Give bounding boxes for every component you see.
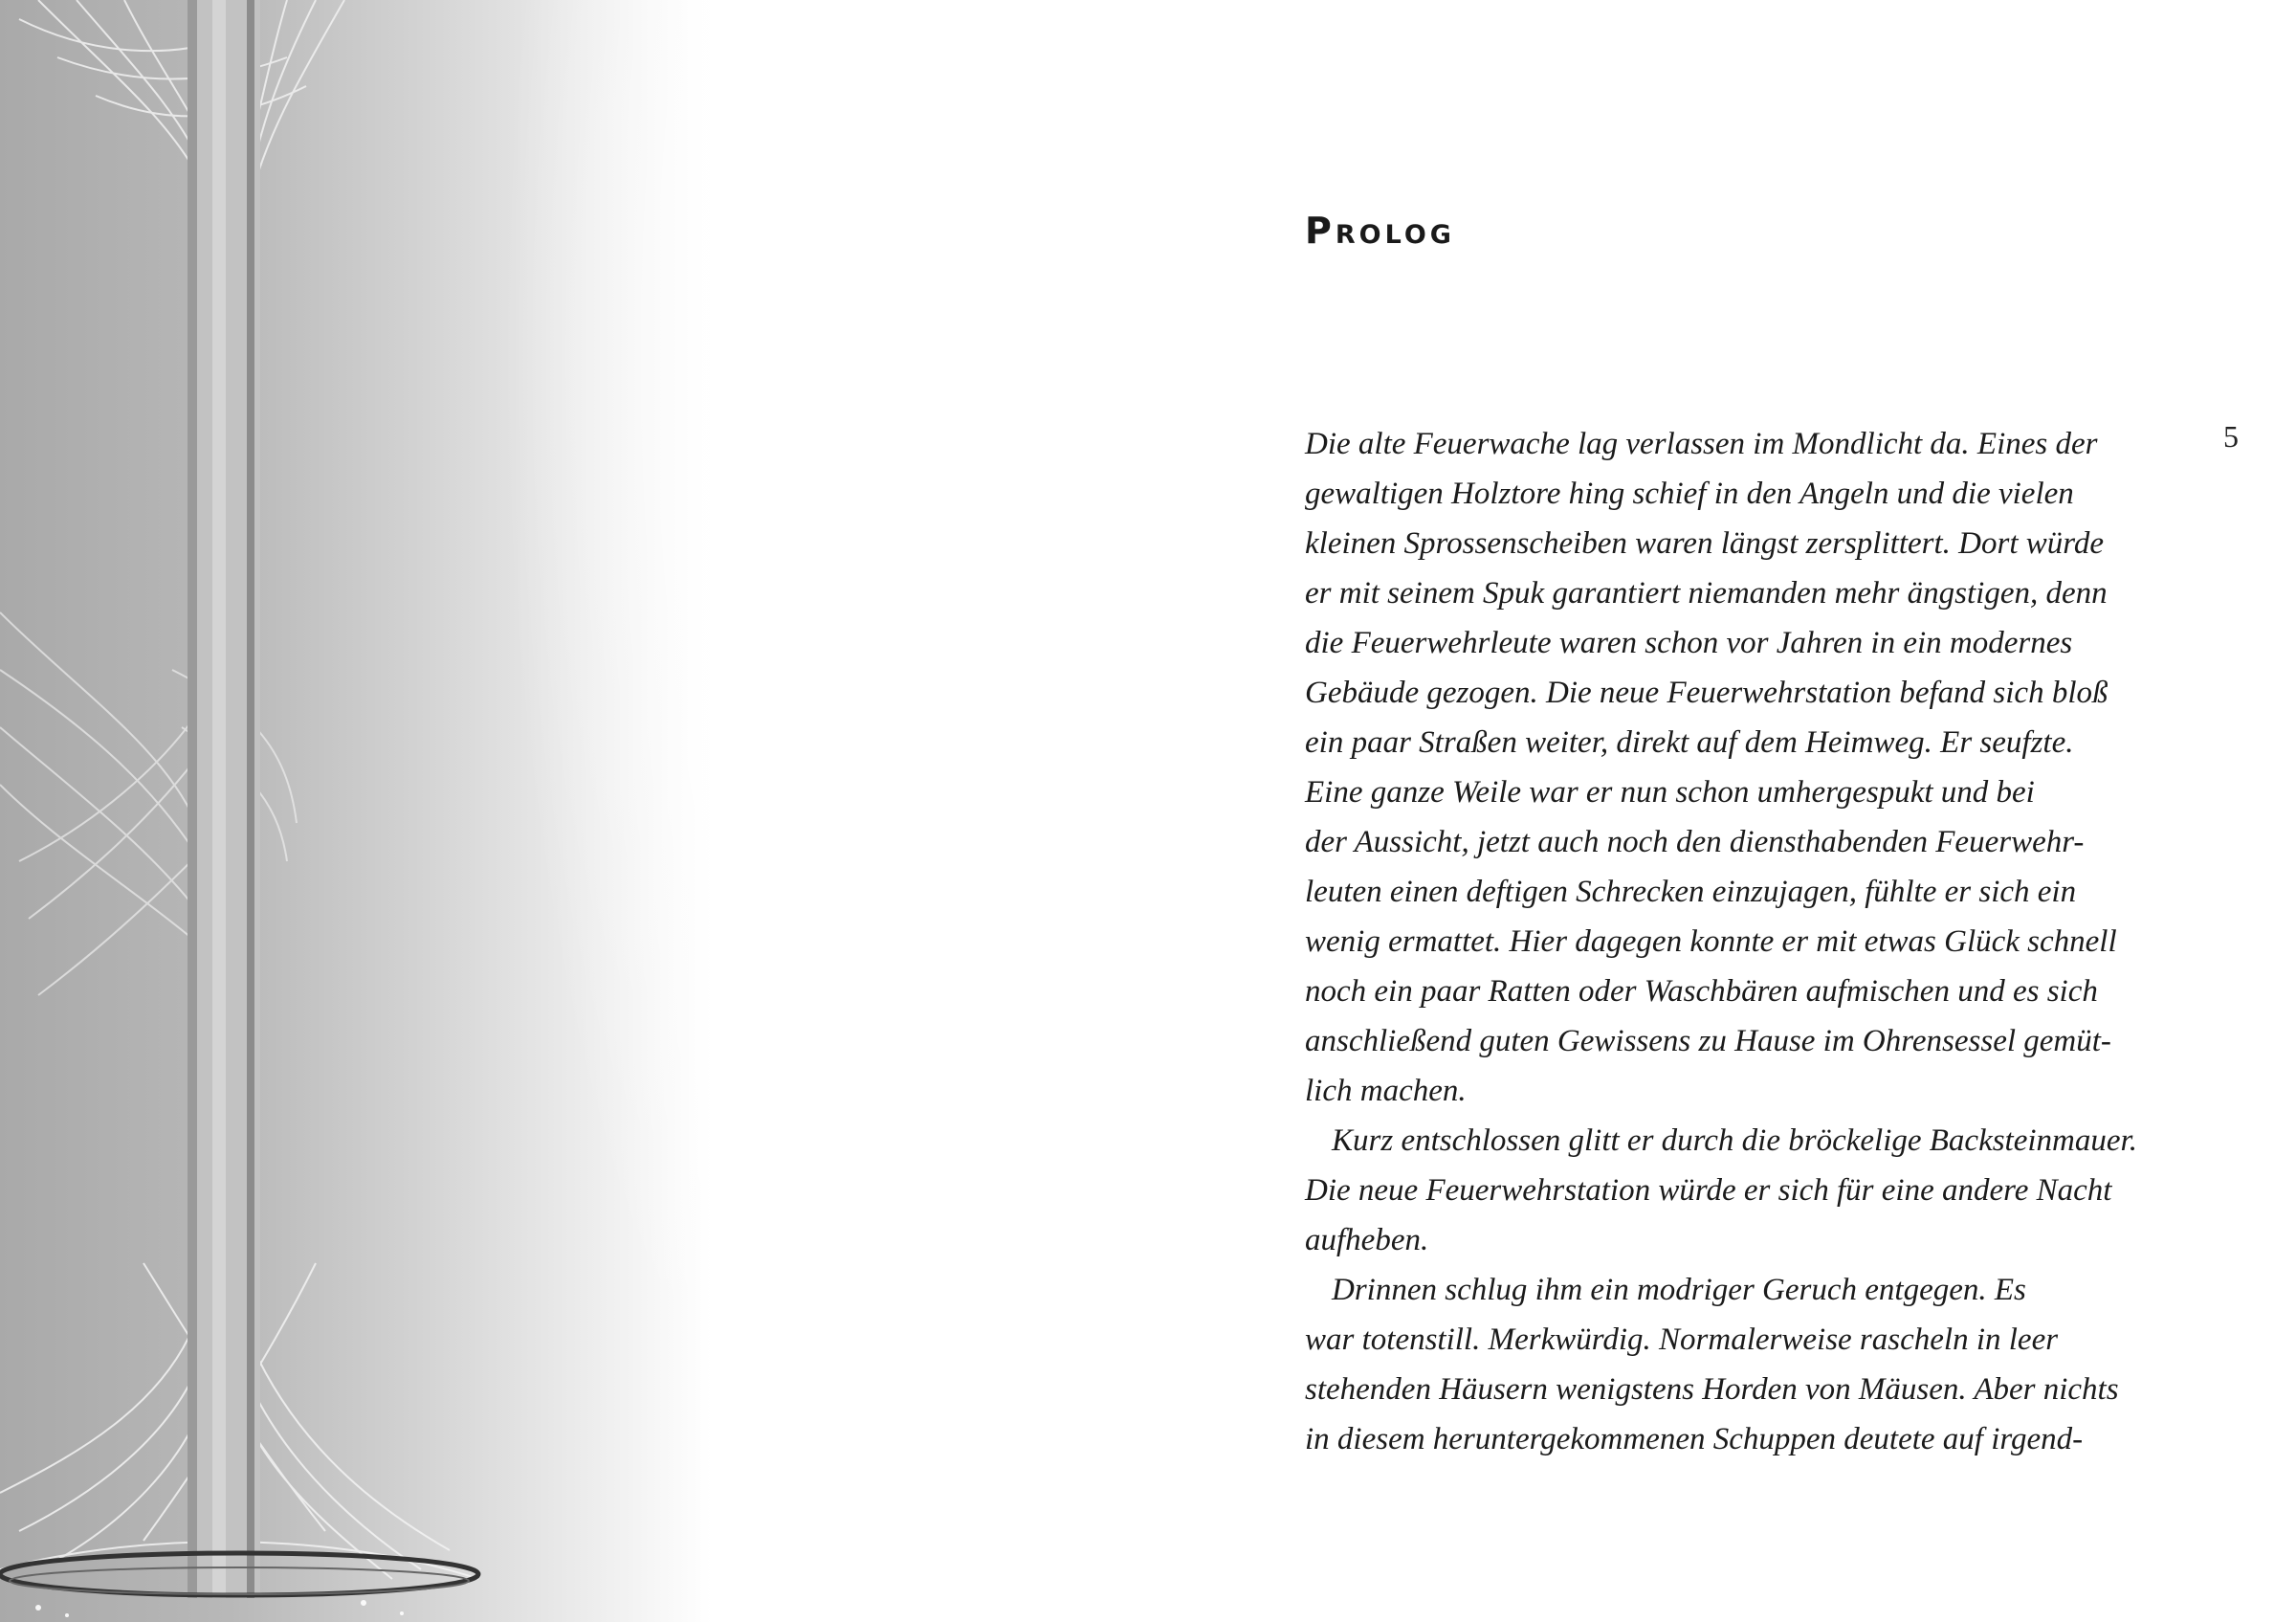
text-line: Die alte Feuerwache lag verlassen im Mondlicht da. Eines der — [1305, 427, 2098, 461]
cobweb-top — [19, 0, 344, 172]
firepole-illustration — [0, 0, 536, 1622]
prologue-text — [1305, 419, 2166, 1464]
text-line: noch ein paar Ratten oder Waschbären aufmischen und es sich — [1305, 974, 2098, 1009]
page-number: 5 — [2223, 419, 2239, 454]
text-line: kleinen Sprossenscheiben waren längst zersplittert. Dort würde — [1305, 526, 2105, 561]
text-line: leuten einen deftigen Schrecken einzujagen, fühlte er sich ein — [1305, 875, 2077, 909]
text-line: lich machen. — [1305, 1074, 1467, 1108]
text-line: war totenstill. Merkwürdig. Normalerweise rascheln in leer — [1305, 1322, 2059, 1357]
text-line: die Feuerwehrleute waren schon vor Jahren in ein modernes — [1305, 626, 2073, 660]
text-line: er mit seinem Spuk garantiert niemanden mehr ängstigen, denn — [1305, 576, 2108, 611]
text-line: in diesem heruntergekommenen Schuppen deutete auf irgend- — [1305, 1422, 2084, 1456]
chapter-title: Prolog — [1305, 210, 1455, 252]
text-line-paragraph-start: Drinnen schlug ihm ein modriger Geruch entgegen. Es — [1332, 1273, 2026, 1307]
right-page-text — [1148, 0, 2296, 1622]
text-line: stehenden Häusern wenigstens Horden von Mäusen. Aber nichts — [1305, 1372, 2119, 1407]
text-line: Gebäude gezogen. Die neue Feuerwehrstation befand sich bloß — [1305, 676, 2108, 710]
text-line-paragraph-start: Kurz entschlossen glitt er durch die bröckelige Backsteinmauer. — [1332, 1123, 2137, 1158]
text-line: anschließend guten Gewissens zu Hause im Ohrensessel gemüt- — [1305, 1024, 2111, 1058]
text-line: ein paar Straßen weiter, direkt auf dem Heimweg. Er seufzte. — [1305, 725, 2074, 760]
text-line: wenig ermattet. Hier dagegen konnte er mit etwas Glück schnell — [1305, 924, 2117, 959]
text-line: aufheben. — [1305, 1223, 1429, 1257]
text-line: gewaltigen Holztore hing schief in den Angeln und die vielen — [1305, 477, 2074, 511]
text-line: Eine ganze Weile war er nun schon umhergespukt und bei — [1305, 775, 2035, 810]
text-line: Die neue Feuerwehrstation würde er sich für eine andere Nacht — [1305, 1173, 2112, 1208]
text-line: der Aussicht, jetzt auch noch den diensthabenden Feuerwehr- — [1305, 825, 2085, 859]
